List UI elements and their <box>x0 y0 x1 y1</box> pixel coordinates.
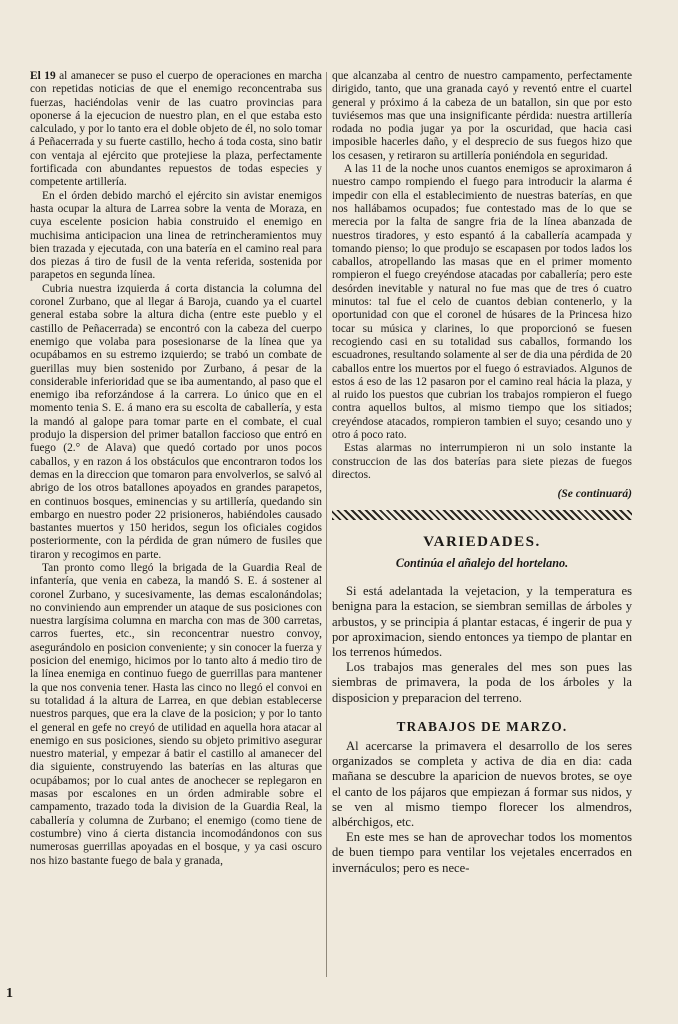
paragraph: Estas alarmas no interrumpieron ni un solo instante la construccion de las dos baterías para siete piezas de fuegos directos. <box>332 442 632 481</box>
date-lead: El 19 <box>30 70 56 82</box>
subsection-title: TRABAJOS DE MARZO. <box>396 718 568 734</box>
marzo-body <box>332 739 632 876</box>
paragraph: Tan pronto como llegó la brigada de la Guardia Real de infantería, que venia en cabeza, la mandó S. E. á sostener al coronel Zurbano, y sucesivamente, las demas escalonándolas; no conviniendo aun emprender un ataque de sus posiciones con nuestra largísima columna en marcha con mas de 300 carretas, carros fuertes, etc., sin reconcentrar nuestro convoy, asegurándolo en posicion conveniente; y sin conocer la fuerza y posicion del enemigo, hicimos por lo tanto alto á medio tiro de la línea enemiga en continuo fuego de guerrillas para mantener la que nos convenia tener. Hasta las cinco no llegó el convoi en su totalidad á la altura de Larrea, en que debian establecerse nuestros parques, que era la clave de la posicion; y por lo tanto el general en gefe no creyó de utilidad en aquella hora atacar al enemigo en sus posiciones, siendo su objeto primitivo asegurar nuestro material, y empezar á batir el castillo al amanecer del dia siguiente, construyendo las baterías en las alturas que ocupábamos; por lo cual antes de anochecer se replegaron en masas por escalones en un órden admirable sobre el campamento, trazado toda la division de la Guardia Real, la caballería y columna de Zurbano; el enemigo (como tiene de costumbre) vino á cierta distancia incomodándonos con sus numerosas guerrillas apoyadas en el bosque, y ya casi oscuro nos hizo bastante fuego de bala y granada, <box>30 561 322 867</box>
right-column <box>332 70 632 876</box>
section-title: VARIEDADES. <box>423 533 541 550</box>
paragraph: Al acercarse la primavera el desarrollo de los seres organizados se completa y activa de dia en dia: cada mañana se descubre la aparicion de nuevos brotes, se oye el canto de los pájaros que empiezan á formar sus nidos, y se ven al mismo tiempo florecer los almendros, albérchigos, etc. <box>332 739 632 830</box>
page-number: 1 <box>6 986 13 1001</box>
continues-note: (Se continuará) <box>557 488 632 501</box>
paragraph: En el órden debido marchó el ejército sin avistar enemigos hasta ocupar la altura de Larrea sobre la venta de Moraza, en cuya escelente posicion habia construido el enemigo en muchisima anticipacion una linea de retrincheramientos muy bien trazada y ejecutada, con una batería en el camino real para dos piezas á tiro de fusil de la venta referida, sostenida por parapetos en segunda línea. <box>30 189 322 282</box>
paragraph: Los trabajos mas generales del mes son pues las siembras de primavera, la poda de los árboles y la disposicion y preparacion del terreno. <box>332 660 632 705</box>
paragraph: Si está adelantada la vejetacion, y la temperatura es benigna para la estacion, se siembran semillas de árboles y arbustos, y se principia á plantar estacas, é ingerir de pua y por aproximacion, siendo entonces ya tiempo de plantar en los terrenos húmedos. <box>332 584 632 659</box>
ornamental-divider <box>332 510 632 520</box>
column-divider <box>326 72 327 977</box>
section-subtitle: Continúa el añalejo del hortelano. <box>395 555 569 570</box>
paragraph: Cubria nuestra izquierda á corta distancia la columna del coronel Zurbano, que al llegar á Baroja, cuando ya el cuartel general estaba sobre la altura dicha (entre este pueblo y el castillo de Peñacerrada) se encontró con la cabeza del cuerpo enemigo que volaba para posesionarse de la línea que ya ocupábamos en su estremo izquierdo; se trabó un combate de guerillas muy bien sostenido por Zurbano, á pesar de la considerable inferioridad que se iba aumentando, al paso que el enemigo iba reforzándose á la carrera. Lo único que en el momento tenia S. E. á mano era su escolta de caballería, y esta la mandó al galope para tomar parte en el combate, el cual produjo la dispersion del primer batallon faccioso que entró en fuego (2.° de Alava) que quedó cortado por unos pocos caballos, y en razon á los obstáculos que encontraron todos los demas en la direccion que tomaron para envolverlos, se salvó al abrigo de los otros batallones apoyados en grandes parapetos, en continuos bosques, eminencias y su artillería, quedando sin embargo en nuestro poder 22 prisioneros, habiéndoles causado bastantes muertos y 150 heridos, segun los oficiales cogidos posteriormente, con la pérdida de gran número de fusiles que tiraron y recogimos en parte. <box>30 282 322 561</box>
paragraph <box>30 70 322 190</box>
variedades-body <box>332 584 632 706</box>
paragraph: En este mes se han de aprovechar todos los momentos de buen tiempo para ventilar los vejetales encerrados en invernáculos; pero es nece- <box>332 830 632 875</box>
paragraph: A las 11 de la noche unos cuantos enemigos se aproximaron á nuestro campo rompiendo el fuego para introducir la alarma é impedir con ella el establecimiento de nuestras baterías, en que nos hallábamos ocupados; fue contestado mas de lo que se merecia por la falta de sangre fria de la línea abanzada de nuestros tiradores, y esto espantó á la caballería acampada y tomando pienso; lo que produjo se escapasen por todos lados los caballos, atropellando las masas que en el primer momento rompieron el fuego creyéndose atacadas por caballería; pero este desórden inevitable y natural no fue mas que de tres ó cuatro minutos: tal fue el celo de cuantos debian contenerlo, y la oportunidad con que el coronel de húsares de la Princesa hizo tocar su música y clarines, lo que proporcionó se fuesen recogiendo casi en su totalidad sus caballos, formando los escuadrones, resultando solamente al ser de dia una pérdida de 20 caballos entre los muertos por el fuego ó estraviados. Algunos de estos á eso de las 12 pasaron por el camino real hácia la plaza, y al ruido los puestos que cubrian los trabajos rompieron el fuego contra aquellos bultos, al mismo tiempo que los sitiados; creyéndose atacados, rompieron tambien el suyo; cesando uno y otro á poco rato. <box>332 163 632 442</box>
paragraph: que alcanzaba al centro de nuestro campamento, perfectamente dirigido, tanto, que una granada cayó y reventó entre el cuartel general y próximo á la cabeza de un batallon, sin que por esto tuviésemos mas que una insignificante pérdida: nuestra artillería rodada no podia jugar ya por la oscuridad, que hacia casi imposible hacerles daño, y el desprecio de sus fuegos hizo que los cesasen, y retiraron su artillería poniéndola en seguridad. <box>332 70 632 162</box>
paragraph-text: al amanecer se puso el cuerpo de operaciones en marcha con repetidas noticias de que el enemigo reconcentraba sus fuerzas, haciéndolas venir de las cuatro provincias para oponerse á la ejecucion de nuestro plan, en el que estaba esto calculado, y por lo tanto era el doble objeto de él, no solo tomar á Peñacerrada y su fuerte castillo, hecho á toda costa, sino batir con ventaja al ejército que protejiese la plaza, perfectamente fortificada con abundantes repuestos de todas especies y competente artillería. <box>30 70 322 189</box>
left-column <box>30 70 322 868</box>
